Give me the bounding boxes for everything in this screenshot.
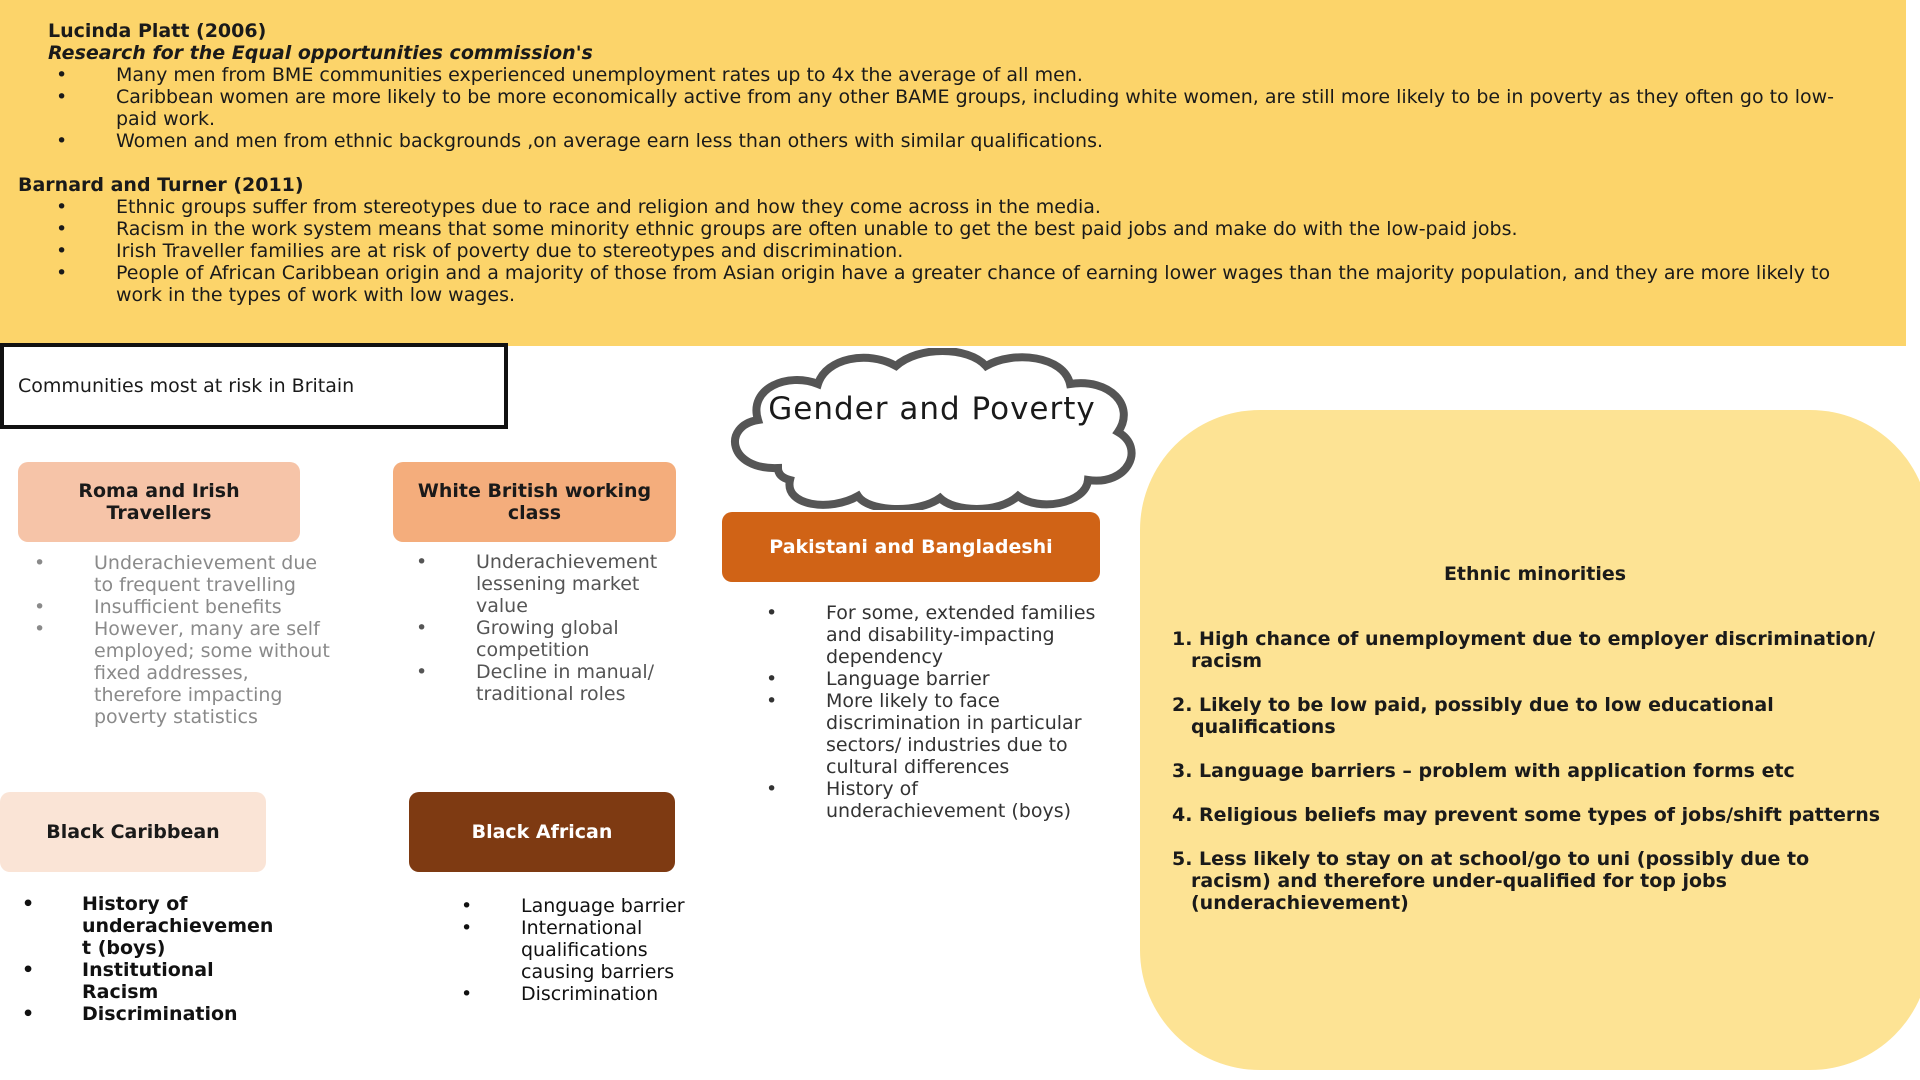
black-african-bullets [461,895,701,1005]
barnard-title: Barnard and Turner (2011) [18,174,304,196]
black-african-label: Black African [471,821,613,843]
list-item: • Insufficient benefits [34,596,334,618]
list-item: • Underachievement lessening market value [416,551,676,617]
list-item: 4. Religious beliefs may prevent some types of jobs/shift patterns [1172,804,1881,826]
ethnic-minorities-list [1172,628,1892,936]
white-british-pill [393,462,676,542]
list-item: • Underachievement due to frequent travelling [34,552,334,596]
white-british-label: White British working class [417,480,652,524]
list-item: • Institutional Racism [22,959,262,1003]
black-caribbean-label: Black Caribbean [46,821,220,843]
pakistani-bangladeshi-label: Pakistani and Bangladeshi [769,536,1053,558]
list-item: 2. Likely to be low paid, possibly due to low educational qualifications [1172,694,1774,738]
roma-travellers-bullets [34,552,334,728]
black-caribbean-pill [0,792,266,872]
list-item: • People of African Caribbean origin and a majority of those from Asian origin have a greater chance of earning lower wages than the majority population, and they are more likely to work in the types of work with low wages. [56,262,1876,306]
barnard-bullets [56,196,1876,306]
platt-subtitle: Research for the Equal opportunities commission's [48,42,593,64]
list-item: • Discrimination [461,983,701,1005]
gender-poverty-title: Gender and Poverty [768,391,1096,427]
list-item: • Racism in the work system means that some minority ethnic groups are often unable to get the best paid jobs and make do with the low-paid jobs. [56,218,1876,240]
list-item: • More likely to face discrimination in particular sectors/ industries due to cultural differences [766,690,1096,778]
list-item: • International qualifications causing barriers [461,917,701,983]
roma-travellers-pill [18,462,300,542]
list-item: • Caribbean women are more likely to be more economically active from any other BAME groups, including white women, are still more likely to be in poverty as they often go to low-paid work. [56,86,1856,130]
black-african-pill [409,792,675,872]
communities-at-risk-box [0,343,508,429]
list-item: • History of underachievemen t (boys) [22,893,262,959]
list-item: • Ethnic groups suffer from stereotypes due to race and religion and how they come across in the media. [56,196,1876,218]
list-item: • Many men from BME communities experienced unemployment rates up to 4x the average of all men. [56,64,1856,86]
white-british-bullets [416,551,676,705]
list-item: • Growing global competition [416,617,676,661]
list-item: • For some, extended families and disability-impacting dependency [766,602,1096,668]
platt-title: Lucinda Platt (2006) [48,20,267,42]
list-item: • Decline in manual/ traditional roles [416,661,676,705]
pakistani-bangladeshi-pill [722,512,1100,582]
list-item: • History of underachievement (boys) [766,778,1096,822]
gender-poverty-cloud [718,348,1146,510]
list-item: 3. Language barriers – problem with application forms etc [1172,760,1795,782]
cloud-shape [735,351,1132,509]
list-item: • However, many are self employed; some without fixed addresses, therefore impacting poverty statistics [34,618,334,728]
communities-at-risk-label: Communities most at risk in Britain [18,375,355,397]
list-item: • Irish Traveller families are at risk of poverty due to stereotypes and discrimination. [56,240,1876,262]
list-item: 1. High chance of unemployment due to employer discrimination/ racism [1172,628,1876,672]
list-item: • Language barrier [461,895,701,917]
roma-travellers-label: Roma and Irish Travellers [78,480,240,524]
platt-bullets [56,64,1856,152]
list-item: • Women and men from ethnic backgrounds ,on average earn less than others with similar qualifications. [56,130,1856,152]
black-caribbean-bullets [22,893,274,1025]
pakistani-bangladeshi-bullets [766,602,1096,822]
list-item: • Discrimination [22,1003,262,1025]
list-item: 5. Less likely to stay on at school/go to uni (possibly due to racism) and therefore under-qualified for top jobs (underachievement) [1172,848,1810,914]
list-item: • Language barrier [766,668,1096,690]
ethnic-minorities-title: Ethnic minorities [1443,563,1627,585]
